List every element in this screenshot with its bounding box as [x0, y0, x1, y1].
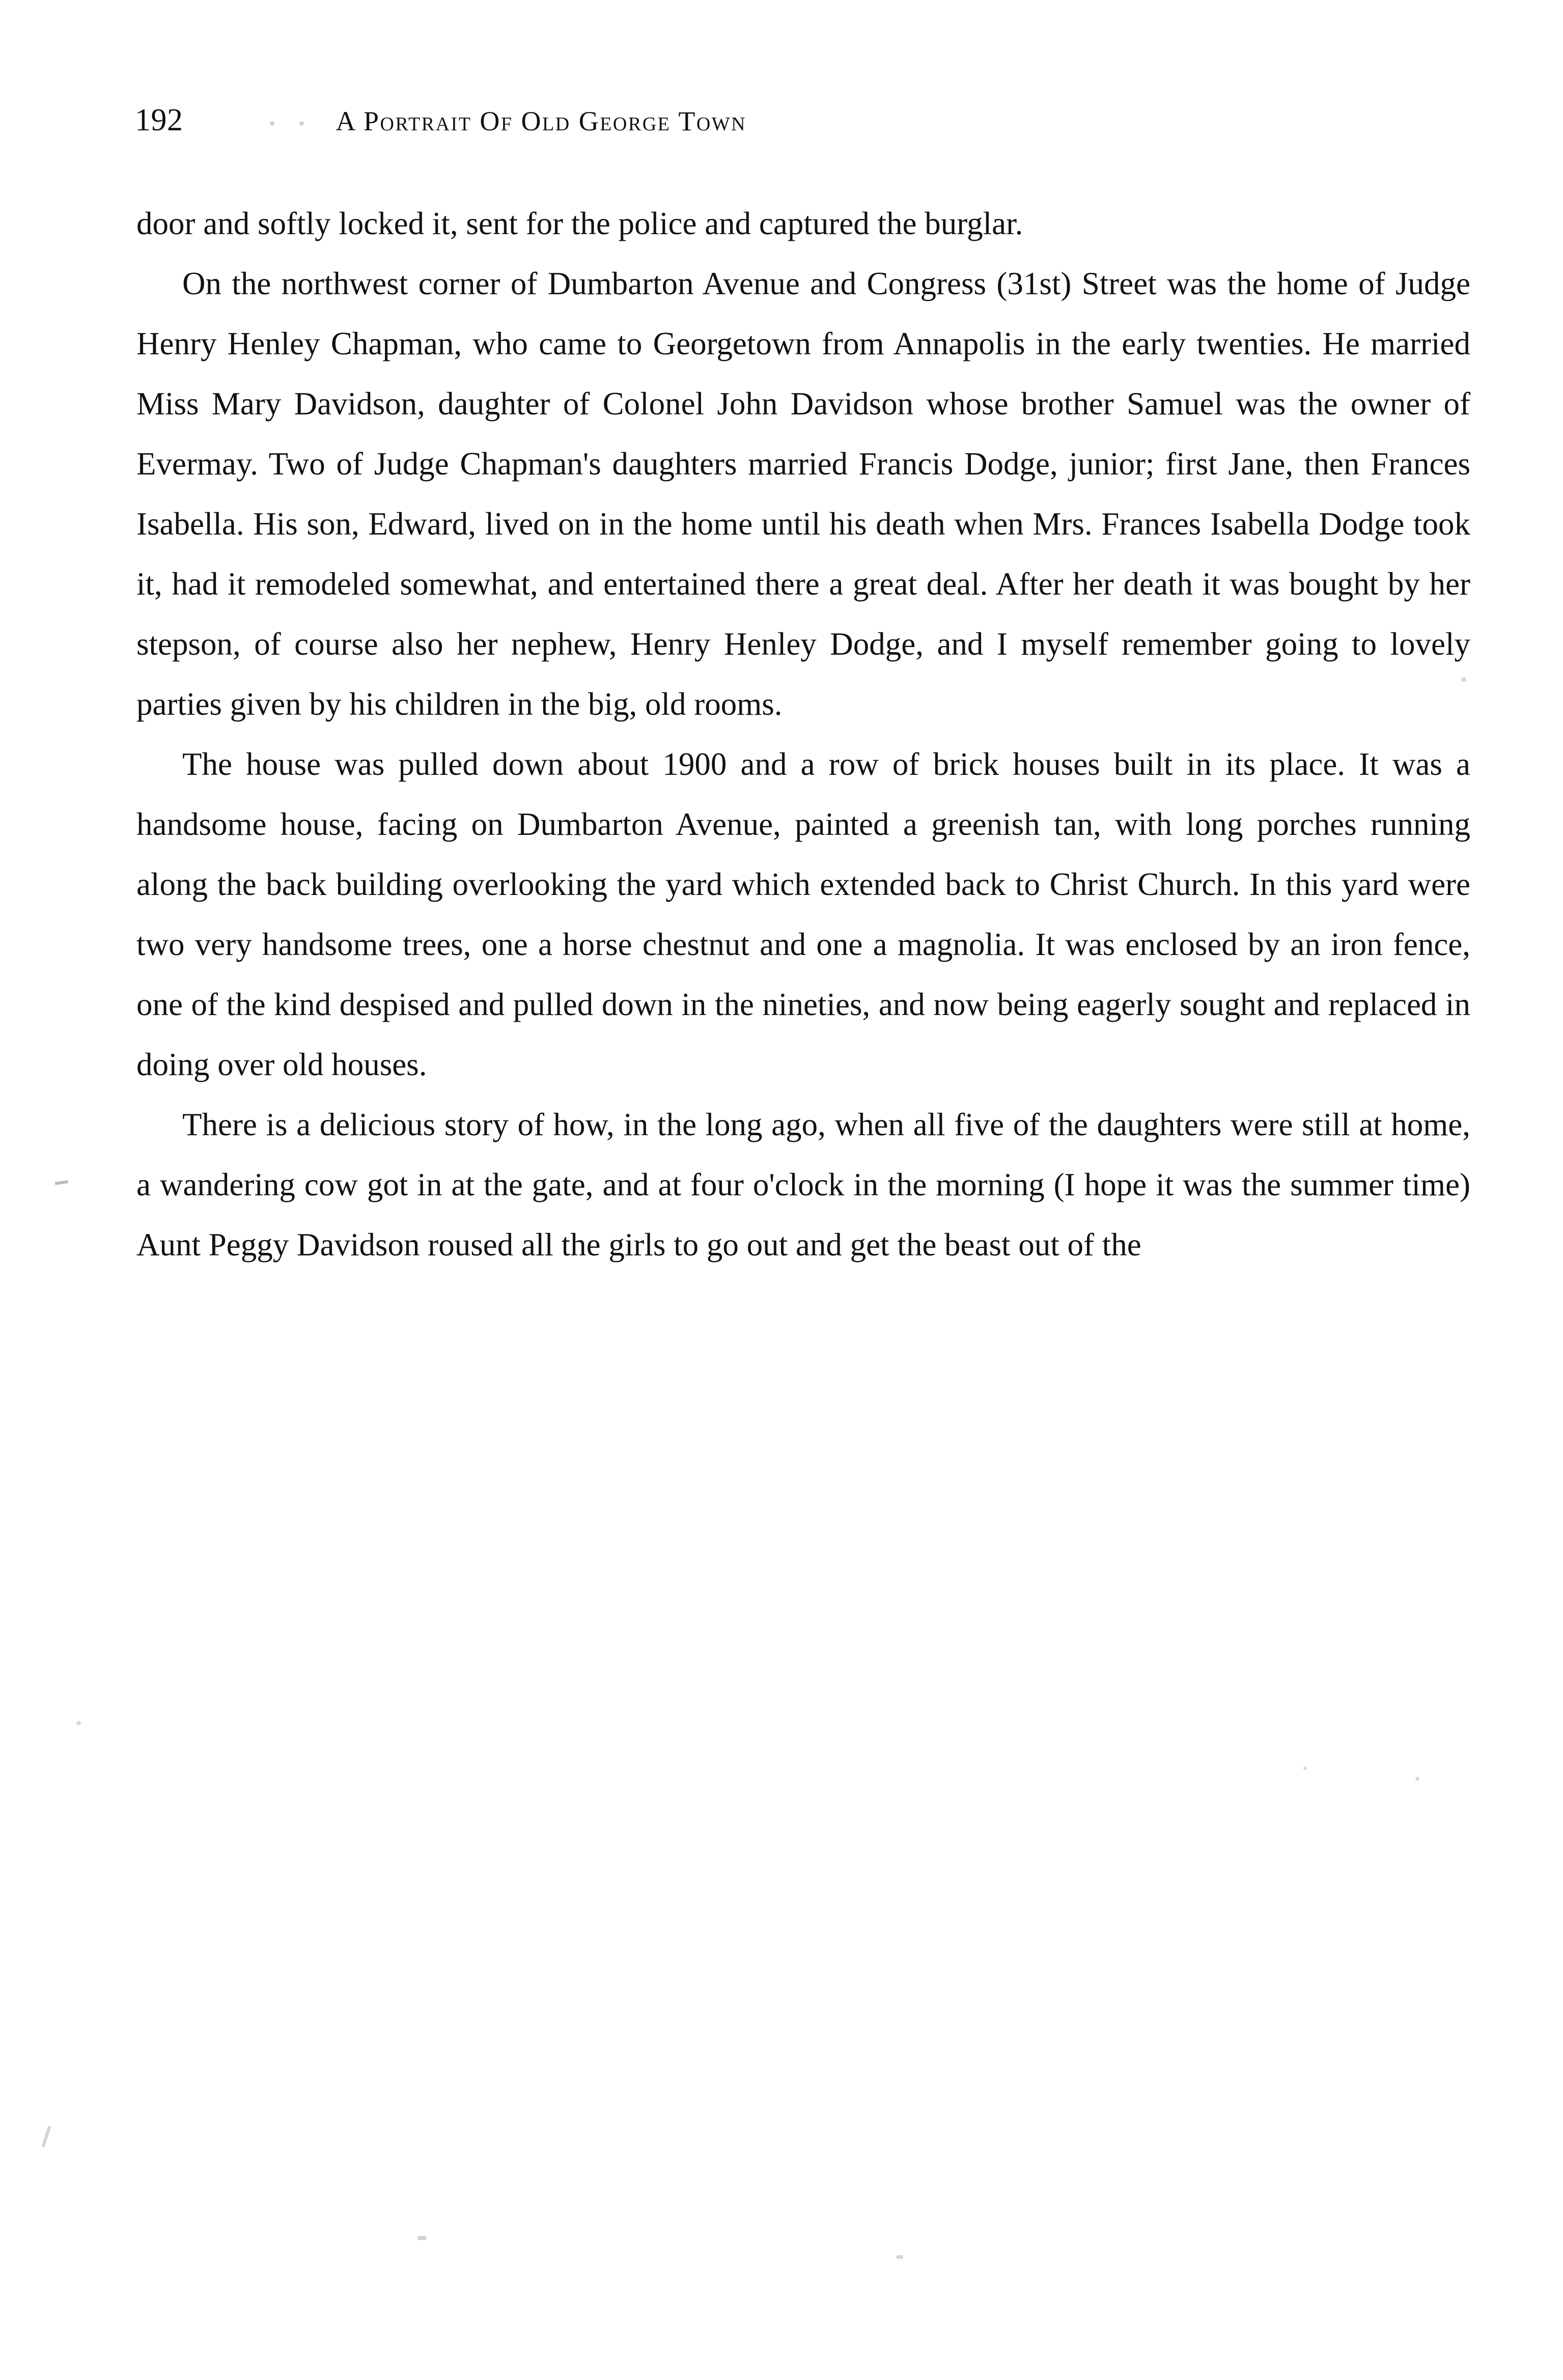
- paragraph-cow-story: There is a delicious story of how, in the long ago, when all five of the daughters were still at home, a wandering cow got in at the gate, and at four o'clock in the morning (I hope it was the summer time) Aunt Peggy Davidson roused all the girls to go out and get the beast out of the: [136, 1107, 1470, 1263]
- scan-artifact-bottom-left: [417, 2236, 427, 2240]
- body-text: [136, 193, 1470, 1275]
- scan-artifact-lower-left: [41, 2125, 51, 2148]
- page-header: [135, 104, 1469, 140]
- scan-artifact-header-dots: [270, 121, 331, 126]
- paragraph-chapman-house: On the northwest corner of Dumbarton Avenue and Congress (31st) Street was the home of Judge Henry Henley Chapman, who came to Georgetown from Annapolis in the early twenties. He married Miss Mary Davidson, daughter of Colonel John Davidson whose brother Samuel was the owner of Evermay. Two of Judge Chapman's daughters married Francis Dodge, junior; first Jane, then Frances Isabella. His son, Edward, lived on in the home until his death when Mrs. Frances Isabella Dodge took it, had it remodeled somewhat, and entertained there a great deal. After her death it was bought by her stepson, of course also her nephew, Henry Henley Dodge, and I myself remember going to lovely parties given by his children in the big, old rooms.: [136, 266, 1470, 722]
- page-number: 192: [135, 103, 183, 137]
- scan-artifact-left-dash: [55, 1180, 69, 1185]
- scan-speck: [1415, 1777, 1419, 1781]
- running-head: A Portrait Of Old George Town: [336, 106, 747, 136]
- scan-speck: [76, 1721, 81, 1725]
- paragraph-house-pulled-down: The house was pulled down about 1900 and a row of brick houses built in its place. It was a handsome house, facing on Dumbarton Avenue, painted a greenish tan, with long porches running along the back building overlooking the yard which extended back to Christ Church. In this yard were two very handsome trees, one a horse chestnut and one a magnolia. It was enclosed by an iron fence, one of the kind despised and pulled down in the nineties, and now being eagerly sought and replaced in doing over old houses.: [136, 746, 1470, 1082]
- paragraph-burglar: door and softly locked it, sent for the police and captured the burglar.: [136, 206, 1023, 241]
- scan-speck: [1461, 677, 1466, 682]
- scan-artifact-bottom-center: [896, 2255, 903, 2259]
- scan-speck: [1303, 1767, 1307, 1770]
